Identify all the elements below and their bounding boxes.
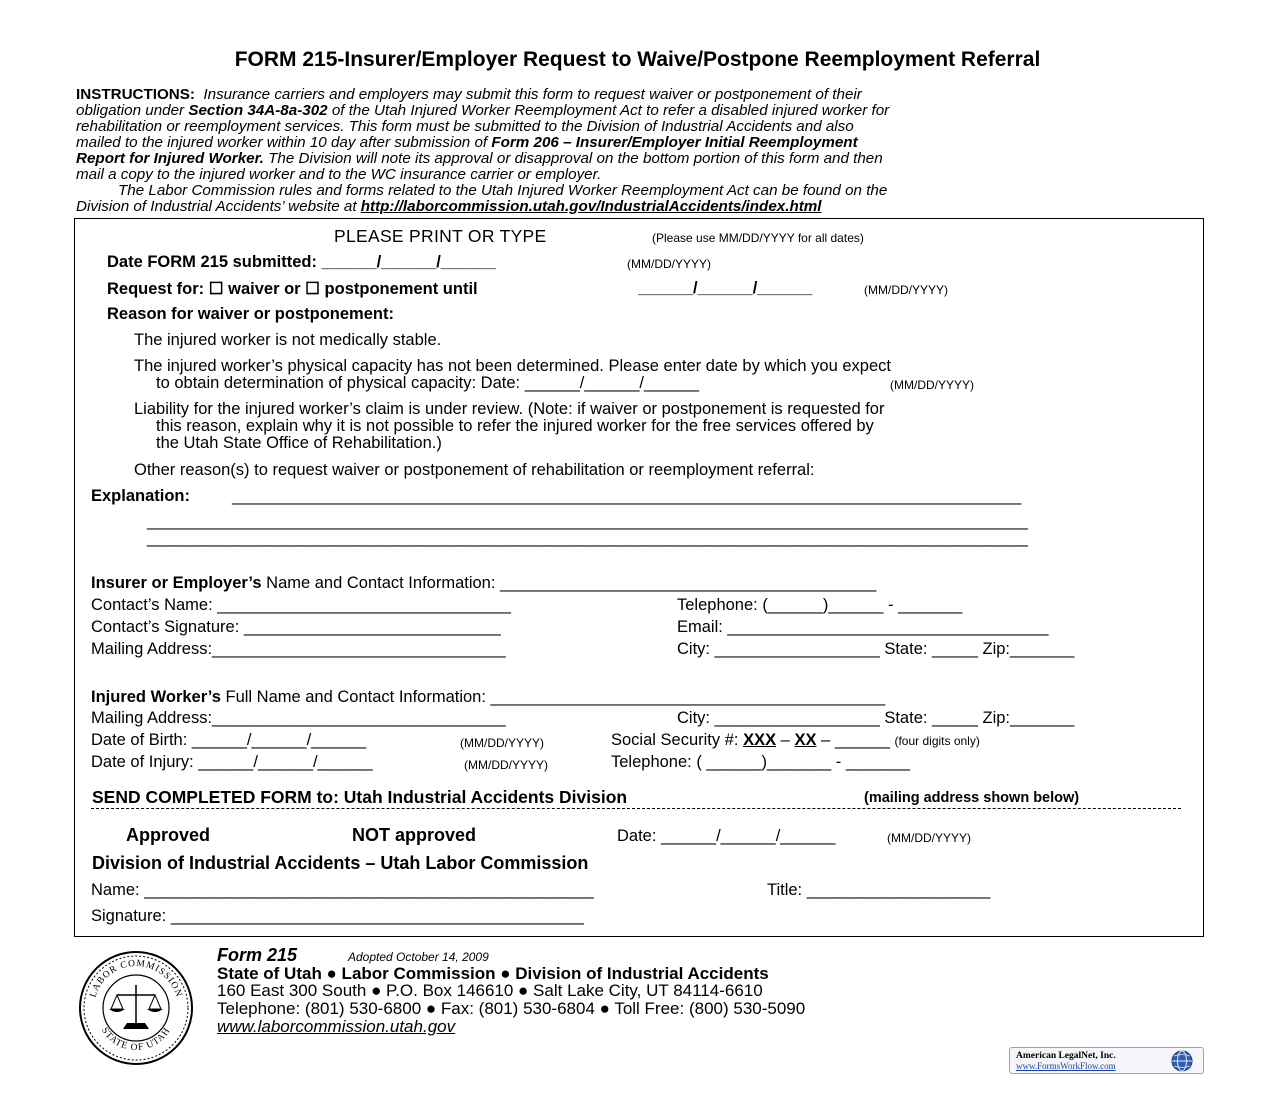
date-of-birth-field[interactable]: Date of Birth: ______/______/______ (91, 731, 367, 749)
reason-not-stable[interactable]: The injured worker is not medically stable. (134, 331, 442, 349)
decision-date-hint: (MM/DD/YYYY) (887, 831, 971, 845)
reason-other[interactable]: Other reason(s) to request waiver or postponement of rehabilitation or reemployment referral: (134, 461, 815, 479)
badge-company: American LegalNet, Inc. (1016, 1051, 1116, 1061)
request-for-field[interactable]: Request for: ☐ waiver or ☐ postponement until (107, 280, 478, 298)
form-206-reference: Form 206 – Insurer/Employer Initial Reemployment (491, 134, 858, 151)
worker-name-field: Full Name and Contact Information: ___________________________________________ (220, 688, 886, 706)
ssn-xxx: XXX (743, 731, 777, 749)
ssn-field[interactable]: Social Security #: XXX – XX – ______ (four digits only) (611, 731, 980, 749)
send-completed-form: SEND COMPLETED FORM to: Utah Industrial Accidents Division (92, 787, 628, 807)
approved-option[interactable]: Approved (126, 825, 211, 845)
not-approved-option[interactable]: NOT approved (352, 825, 477, 845)
reason-liability-line-2: this reason, explain why it is not possible to refer the injured worker for the free services offered by (156, 417, 874, 435)
worker-contact-heading[interactable] (91, 688, 885, 707)
instructions-line-2c: of the Utah Injured Worker Reemployment Act to refer a disabled injured worker for (327, 102, 890, 119)
statute-reference: Section 34A-8a-302 (188, 102, 328, 119)
forms-workflow-badge[interactable] (1009, 1047, 1204, 1074)
footer-adopted-date: Adopted October 14, 2009 (348, 950, 489, 964)
reason-liability-line-3: the Utah State Office of Rehabilitation.) (156, 434, 442, 452)
explanation-line-2[interactable]: ________________________________________________________________________________________________ (147, 512, 1028, 530)
division-name-field[interactable]: Name: _________________________________________________ (91, 881, 594, 899)
explanation-line-3[interactable]: ________________________________________________________________________________________________ (147, 529, 1028, 547)
doi-hint: (MM/DD/YYYY) (464, 758, 548, 772)
date-submitted-field[interactable]: Date FORM 215 submitted: ______/______/______ (107, 253, 496, 271)
dob-hint: (MM/DD/YYYY) (460, 736, 544, 750)
print-heading: PLEASE PRINT OR TYPE (334, 226, 547, 246)
instructions-line-8a: Division of Industrial Accidents’ website at (76, 198, 361, 215)
ssn-label: Social Security #: (611, 731, 744, 749)
footer-form-number: Form 215 (217, 945, 298, 965)
print-hint: (Please use MM/DD/YYYY for all dates) (652, 231, 864, 245)
footer-website-link[interactable]: www.laborcommission.utah.gov (217, 1017, 456, 1036)
worker-mailing-address-field[interactable]: Mailing Address:________________________________ (91, 709, 506, 727)
decision-date-field[interactable]: Date: ______/______/______ (617, 827, 836, 845)
reason-capacity[interactable]: The injured worker’s physical capacity has not been determined. Please enter date by which you expect (134, 357, 891, 375)
instructions-line-3: rehabilitation or reemployment services. This form must be submitted to the Division of Industrial Accidents and also (76, 118, 854, 135)
contact-name-field[interactable]: Contact’s Name: ________________________________ (91, 596, 511, 614)
explanation-line-1[interactable]: ______________________________________________________________________________________ (232, 487, 1022, 505)
insurer-city-state-zip-field[interactable]: City: __________________ State: _____ Zip:_______ (677, 640, 1075, 658)
footer-organization: State of Utah ● Labor Commission ● Division of Industrial Accidents (217, 964, 769, 983)
seal-bottom-text: STATE OF UTAH (99, 1025, 173, 1054)
contact-signature-field[interactable]: Contact’s Signature: ____________________________ (91, 618, 501, 636)
footer-address: 160 East 300 South ● P.O. Box 146610 ● Salt Lake City, UT 84114-6610 (217, 981, 763, 1000)
instructions-label: INSTRUCTIONS: (76, 86, 195, 103)
postponement-date-field[interactable]: ______/______/______ (638, 279, 813, 297)
ssn-xx: XX (794, 731, 817, 749)
instructions-line-6: mail a copy to the injured worker and to the WC insurance carrier or employer. (76, 166, 602, 183)
insurer-contact-heading[interactable] (91, 574, 876, 593)
capacity-date-hint: (MM/DD/YYYY) (890, 378, 974, 392)
send-hint: (mailing address shown below) (864, 790, 1080, 806)
instructions-line-1: Insurance carriers and employers may submit this form to request waiver or postponement of their (203, 86, 862, 103)
insurer-name-field: Name and Contact Information: _________________________________________ (261, 574, 877, 592)
labor-commission-seal (77, 949, 195, 1067)
worker-label: Injured Worker’s (91, 688, 221, 706)
badge-url: www.FormsWorkFlow.com (1016, 1061, 1116, 1071)
ssn-last-four: – ______ (816, 731, 890, 749)
footer-phones: Telephone: (801) 530-6800 ● Fax: (801) 530-6804 ● Toll Free: (800) 530-5090 (217, 999, 806, 1018)
instructions-line-2a: obligation under (76, 102, 189, 119)
insurer-label: Insurer or Employer’s (91, 574, 262, 592)
report-reference: Report for Injured Worker. (76, 150, 264, 167)
seal-graphic (77, 949, 195, 1067)
email-field[interactable]: Email: ___________________________________ (677, 618, 1049, 636)
explanation-label: Explanation: (91, 487, 191, 505)
instructions-line-7: The Labor Commission rules and forms related to the Utah Injured Worker Reemployment Act can be found on the (118, 182, 888, 199)
postponement-date-hint: (MM/DD/YYYY) (864, 283, 948, 297)
division-signature-field[interactable]: Signature: _____________________________________________ (91, 907, 584, 925)
reason-heading: Reason for waiver or postponement: (107, 305, 394, 323)
worker-telephone-field[interactable]: Telephone: ( ______)_______ - _______ (611, 753, 911, 771)
seal-top-text: LABOR COMMISSION (88, 958, 184, 999)
division-heading: Division of Industrial Accidents – Utah Labor Commission (92, 853, 589, 873)
website-link[interactable]: http://laborcommission.utah.gov/IndustrialAccidents/index.html (360, 198, 822, 215)
reason-liability[interactable]: Liability for the injured worker’s claim is under review. (Note: if waiver or postponement is requested for (134, 400, 885, 418)
capacity-date-field[interactable]: to obtain determination of physical capacity: Date: ______/______/______ (156, 374, 700, 392)
ssn-hint: (four digits only) (894, 734, 980, 748)
insurer-mailing-address-field[interactable]: Mailing Address:________________________________ (91, 640, 506, 658)
insurer-telephone-field[interactable]: Telephone: (______)______ - _______ (677, 596, 963, 614)
form-title: FORM 215-Insurer/Employer Request to Waive/Postpone Reemployment Referral (234, 48, 1041, 71)
instructions (76, 87, 1201, 215)
instructions-line-4a: mailed to the injured worker within 10 day after submission of (76, 134, 492, 151)
division-title-field[interactable]: Title: ____________________ (767, 881, 991, 899)
globe-icon (1170, 1049, 1194, 1073)
worker-city-state-zip-field[interactable]: City: __________________ State: _____ Zip:_______ (677, 709, 1075, 727)
cut-line-divider (91, 808, 1181, 809)
date-submitted-hint: (MM/DD/YYYY) (627, 257, 711, 271)
date-of-injury-field[interactable]: Date of Injury: ______/______/______ (91, 753, 373, 771)
instructions-line-5b: The Division will note its approval or disapproval on the bottom portion of this form and then (263, 150, 883, 167)
